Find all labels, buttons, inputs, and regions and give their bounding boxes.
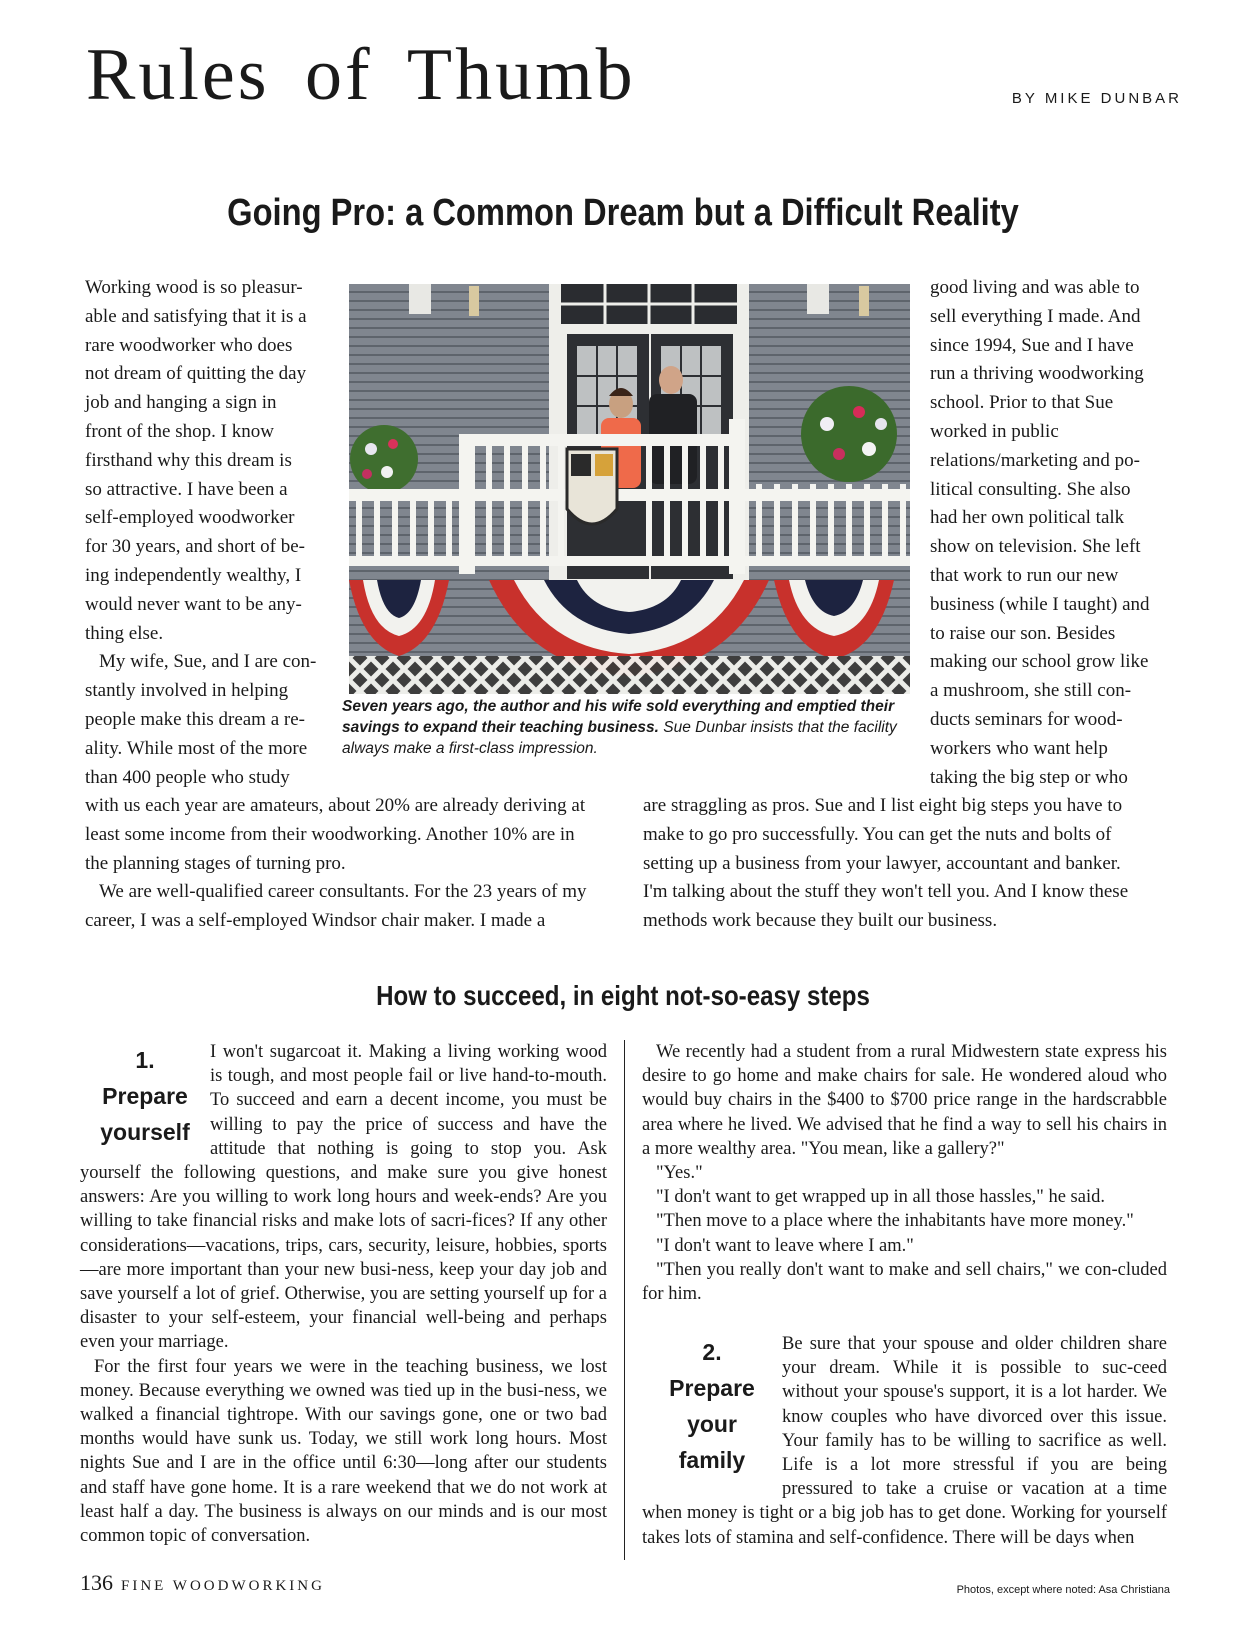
text-line: litical consulting. She also xyxy=(930,478,1131,500)
text-line: ality. While most of the more xyxy=(85,737,308,759)
step2-title-line3: family xyxy=(678,1447,746,1473)
step2-body xyxy=(642,1332,1167,1550)
step1-paragraph-2: For the first four years we were in the teaching business, we lost money. Because everything we owned was tied up in the busi-ness, we walked a financial tightrope. With our savings gone, one or two bad months would have sunk us. Today, we still work long hours. Most nights Sue and I are in the office until 6:30—long after our students and staff have gone home. It is a rare weekend that we do not work at least half a day. The business is always on our minds and is our most common topic of conversation. xyxy=(80,1356,607,1547)
text-line: show on television. She left xyxy=(930,536,1141,558)
text-line: would never want to be any- xyxy=(85,593,302,615)
text-line: to raise our son. Besides xyxy=(930,622,1116,644)
text-line: career, I was a self-employed Windsor chair maker. I made a xyxy=(85,910,546,932)
text-line: people make this dream a re- xyxy=(85,708,305,730)
column-divider xyxy=(624,1040,625,1560)
text-line: thing else. xyxy=(85,622,164,644)
text-line: ducts seminars for wood- xyxy=(930,708,1123,730)
text-line: than 400 people who study xyxy=(85,766,290,788)
text-line: Working wood is so pleasur- xyxy=(85,277,303,298)
intro-bottom-right xyxy=(643,792,1188,936)
text-line: making our school grow like xyxy=(930,651,1149,673)
text-line: with us each year are amateurs, about 20% are already deriving at xyxy=(85,795,586,816)
text-line: not dream of quitting the day xyxy=(85,363,307,385)
text-line: methods work because they built our business. xyxy=(643,910,998,932)
page-folio xyxy=(80,1570,325,1596)
step2-number: 2. xyxy=(702,1339,722,1365)
text-line: make to go pro successfully. You can get the nuts and bolts of xyxy=(643,823,1112,845)
step1-paragraph-1: I won't sugarcoat it. Making a living working wood is tough, and most people fail or live hand-to-mouth. To succeed and earn a decent income, you must be willing to pay the price of success and have the attitude that nothing is going to stop you. Ask yourself the following questions, and make sure you give honest answers: Are you willing to work long hours and week-ends? Are you willing to take financial risks and make lots of sacri-fices? If any other considerations—vacations, trips, cars, security, leisure, hobbies, sports—are more important than your new busi-ness, keep your day job and save yourself a lot of grief. Otherwise, you are setting yourself up for a disaster to your self-esteem, your financial well-being and perhaps even your marriage. xyxy=(80,1042,607,1353)
text-line: self-employed woodworker xyxy=(85,507,295,529)
anecdote-paragraph: "Then you really don't want to make and sell chairs," we con-cluded for him. xyxy=(642,1259,1167,1305)
article-headline: Going Pro: a Common Dream but a Difficult Reality xyxy=(227,192,1019,234)
intro-left-column xyxy=(85,274,335,792)
magazine-name: FINE WOODWORKING xyxy=(121,1578,325,1594)
text-line: the planning stages of turning pro. xyxy=(85,852,346,874)
text-line: business (while I taught) and xyxy=(930,593,1150,615)
column-title: Rules of Thumb xyxy=(86,34,636,116)
text-line: I'm talking about the stuff they won't tell you. And I know these xyxy=(643,881,1129,903)
text-line: workers who want help xyxy=(930,737,1108,759)
anecdote-paragraph: "I don't want to leave where I am." xyxy=(656,1235,914,1256)
text-line: setting up a business from your lawyer, accountant and banker. xyxy=(643,852,1121,874)
step2-paragraph-1: Be sure that your spouse and older children share your dream. While it is possible to suc-ceed without your spouse's support, it is a lot harder. We know couples who have divorced over this issue. Your family has to be willing to sacrifice as well. Life is a lot more stressful if you are being pressured to take a cruise or vacation at a time when money is tight or a big job has to get done. Working for yourself takes lots of stamina and self-confidence. There will be days when xyxy=(642,1334,1167,1548)
text-line: for 30 years, and short of be- xyxy=(85,536,306,558)
step2-title-line2: your xyxy=(687,1411,737,1437)
text-line: relations/marketing and po- xyxy=(930,449,1140,471)
text-line: job and hanging a sign in xyxy=(85,392,277,414)
right-column-anecdote xyxy=(642,1040,1167,1306)
anecdote-paragraph: "I don't want to get wrapped up in all those hassles," he said. xyxy=(656,1187,1105,1208)
step1-title-line2: yourself xyxy=(100,1119,190,1145)
text-line: ing independently wealthy, I xyxy=(85,564,302,586)
text-line: had her own political talk xyxy=(930,507,1125,529)
photo-caption xyxy=(342,696,904,759)
anecdote-paragraph: "Then move to a place where the inhabitants have more money." xyxy=(656,1211,1134,1232)
text-line: We are well-qualified career consultants. For the 23 years of my xyxy=(99,881,587,903)
text-line: taking the big step or who xyxy=(930,766,1128,788)
text-line: school. Prior to that Sue xyxy=(930,392,1114,414)
text-line: stantly involved in helping xyxy=(85,680,289,702)
caption-bold: Seven years ago, the author and his wife sold everything and emptied their savings to expand their teaching business. xyxy=(342,698,895,736)
step1-number: 1. xyxy=(135,1047,155,1073)
text-line: so attractive. I have been a xyxy=(85,478,288,500)
text-line: front of the shop. I know xyxy=(85,420,274,442)
text-line: since 1994, Sue and I have xyxy=(930,334,1134,356)
text-line: sell everything I made. And xyxy=(930,305,1141,327)
intro-bottom-left xyxy=(85,792,625,936)
text-line: that work to run our new xyxy=(930,564,1119,586)
byline: BY MIKE DUNBAR xyxy=(1011,90,1182,107)
step2-title-line1: Prepare xyxy=(669,1375,755,1401)
anecdote-paragraph: We recently had a student from a rural Midwestern state express his desire to go home and make chairs for sale. He wondered aloud who would buy chairs in the $400 to $700 price range in the hardscrabble area where he lived. We advised that he find a way to sell his chairs in a more wealthy area. "You mean, like a gallery?" xyxy=(642,1042,1167,1159)
text-line: rare woodworker who does xyxy=(85,334,293,356)
step1-title-line1: Prepare xyxy=(102,1083,188,1109)
photo-credit: Photos, except where noted: Asa Christiana xyxy=(956,1584,1170,1596)
text-line: good living and was able to xyxy=(930,277,1140,298)
text-line: able and satisfying that it is a xyxy=(85,305,307,327)
anecdote-paragraph: "Yes." xyxy=(656,1163,703,1184)
porch-photo xyxy=(349,284,910,694)
page-number: 136 xyxy=(80,1570,113,1595)
text-line: least some income from their woodworking. Another 10% are in xyxy=(85,823,575,845)
intro-right-column xyxy=(930,274,1180,792)
step1-body xyxy=(80,1040,607,1548)
text-line: run a thriving woodworking xyxy=(930,363,1144,385)
text-line: firsthand why this dream is xyxy=(85,449,292,471)
caption-credit-text: Sue Dunbar insists that the facility always make a first-class impression. xyxy=(342,719,897,757)
text-line: My wife, Sue, and I are con- xyxy=(99,651,317,673)
text-line: worked in public xyxy=(930,420,1059,442)
text-line: are straggling as pros. Sue and I list eight big steps you have to xyxy=(643,795,1123,816)
section-subhead: How to succeed, in eight not-so-easy steps xyxy=(376,980,870,1011)
text-line: a mushroom, she still con- xyxy=(930,680,1132,702)
